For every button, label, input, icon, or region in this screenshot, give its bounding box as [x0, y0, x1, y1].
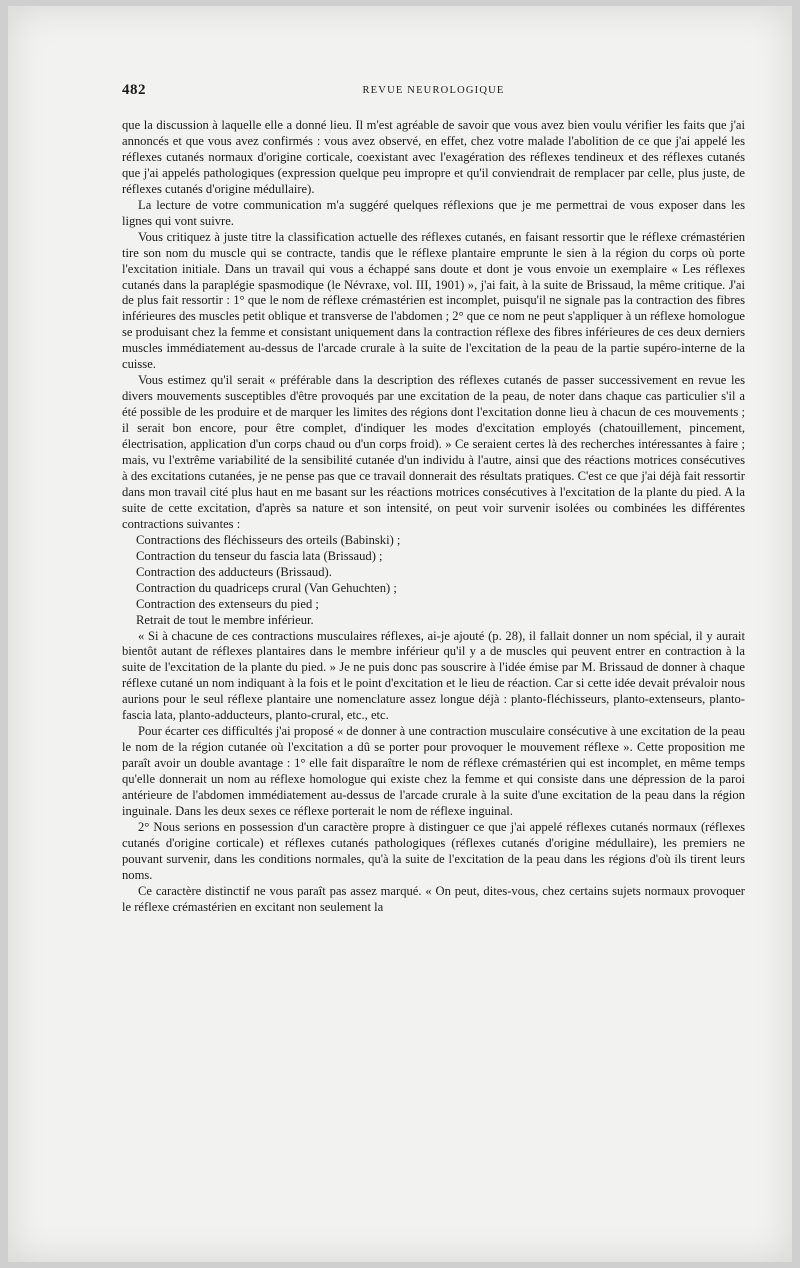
paragraph: 2° Nous serions en possession d'un caractère propre à distinguer ce que j'ai appelé réflexes cutanés normaux (réflexes cutanés d'origine corticale) et réflexes cutanés pathologiques (réflexes cutanés d'origine médullaire), les premiers ne pouvant survenir, dans les conditions normales, qu'à la suite de l'excitation de la peau dans les régions d'où ils tirent leurs noms.: [122, 819, 745, 882]
paragraph: La lecture de votre communication m'a suggéré quelques réflexions que je me permettrai de vous exposer dans les lignes qui vont suivre.: [122, 197, 745, 228]
list-item: Contraction des adducteurs (Brissaud).: [136, 564, 332, 579]
running-title: REVUE NEUROLOGIQUE: [362, 85, 505, 96]
paragraph: « Si à chacune de ces contractions musculaires réflexes, ai-je ajouté (p. 28), il fallait donner un nom spécial, il y aurait bientôt autant de réflexes plantaires dans le membre inférieur qu'il y a de muscles qui peuvent entrer en contraction à la suite de l'excitation de la plante du pied. » Je ne puis donc pas souscrire à l'idée émise par M. Brissaud de donner à chaque réflexe cutané un nom indiquant à la fois et le point d'excitation et le lieu de réaction. Car si cette idée devait prévaloir nous aurions pour le seul réflexe plantaire une nomenclature assez longue déjà : planto-fléchisseurs, planto-extenseurs, planto-fascia lata, planto-adducteurs, planto-crural, etc., etc.: [122, 628, 745, 723]
article-body: [122, 118, 745, 916]
list-item: Contractions des fléchisseurs des orteils (Babinski) ;: [136, 532, 401, 547]
list-item: Retrait de tout le membre inférieur.: [136, 612, 314, 627]
page-header: [122, 82, 745, 100]
paragraph: Vous estimez qu'il serait « préférable dans la description des réflexes cutanés de passer successivement en revue les divers mouvements susceptibles d'être provoqués par une excitation de la peau, de noter dans chaque cas particulier s'il a été possible de les produire et de marquer les limites des régions dont l'excitation donne lieu à chacun de ces mouvements ; il serait bon encore, pour être complet, d'indiquer les modes d'excitation employés (chatouillement, pincement, électrisation, application d'un corps chaud ou d'un corps froid). » Ce seraient certes là des recherches intéressantes à faire ; mais, vu l'extrême variabilité de la sensibilité cutanée d'un individu à l'autre, ainsi que des réactions motrices consécutives à des excitations cutanées, je ne pense pas que ce travail donnerait des résultats pratiques. C'est ce que j'ai déjà fait ressortir dans mon travail cité plus haut en me basant sur les réactions motrices consécutives à l'excitation de la plante du pied. A la suite de cette excitation, d'après sa nature et son intensité, on peut voir survenir isolées ou combinées les différentes contractions suivantes :: [122, 373, 745, 531]
paragraph: Pour écarter ces difficultés j'ai proposé « de donner à une contraction musculaire consécutive à une excitation de la peau le nom de la région cutanée où l'excitation a dû se porter pour provoquer le mouvement réflexe ». Cette proposition me paraît avoir un double avantage : 1° elle fait disparaître le nom de réflexe crémastérien qui est incomplet, en même temps qu'elle donnerait un nom au réflexe homologue qui existe chez la femme et qui consiste dans une dépression de la paroi antérieure de l'abdomen immédiatement au-dessus de l'arcade crurale à la suite d'une excitation de la peau dans la région inguinale. Dans les deux sexes ce réflexe porterait le nom de réflexe inguinal.: [122, 724, 745, 818]
paragraph: Ce caractère distinctif ne vous paraît pas assez marqué. « On peut, dites-vous, chez certains sujets normaux provoquer le réflexe crémastérien en excitant non seulement la: [122, 883, 745, 914]
journal-page: [8, 6, 792, 1262]
list-item: Contraction du quadriceps crural (Van Gehuchten) ;: [136, 580, 397, 595]
list-item: Contraction des extenseurs du pied ;: [136, 596, 319, 611]
paragraph: que la discussion à laquelle elle a donné lieu. Il m'est agréable de savoir que vous avez bien voulu vérifier les faits que j'ai annoncés et que vous avez confirmés : vous avez observé, en effet, chez votre malade l'abolition de ce que j'ai appelé les réflexes cutanés normaux d'origine corticale, coexistant avec l'exagération des réflexes tendineux et des réflexes cutanés que j'ai appelés pathologiques (expression quelque peu impropre et qu'il conviendrait de remplacer par celle, plus juste, de réflexes cutanés d'origine médullaire).: [122, 118, 745, 196]
page-number: 482: [122, 82, 146, 98]
list-item: Contraction du tenseur du fascia lata (Brissaud) ;: [136, 548, 383, 563]
paragraph: Vous critiquez à juste titre la classification actuelle des réflexes cutanés, en faisant ressortir que le réflexe crémastérien tire son nom du muscle qui se contracte, tandis que le réflexe plantaire emprunte le sien à la région du corps où porte l'excitation initiale. Dans un travail qui vous a échappé sans doute et dont je vous envoie un exemplaire « Les réflexes cutanés dans la paraplégie spasmodique (le Névraxe, vol. III, 1901) », j'ai fait, à la suite de Brissaud, la même critique. J'ai de plus fait ressortir : 1° que le nom de réflexe crémastérien est incomplet, puisqu'il ne signale pas la contraction des fibres inférieures des muscles petit oblique et transverse de l'abdomen ; 2° que ce nom ne peut s'appliquer à un réflexe homologue se produisant chez la femme et consistant uniquement dans la contraction réflexe des fibres inférieures de ces deux derniers muscles immédiatement au-dessus de l'arcade crurale à la suite de l'excitation de la peau de la partie supéro-interne de la cuisse.: [122, 229, 745, 372]
